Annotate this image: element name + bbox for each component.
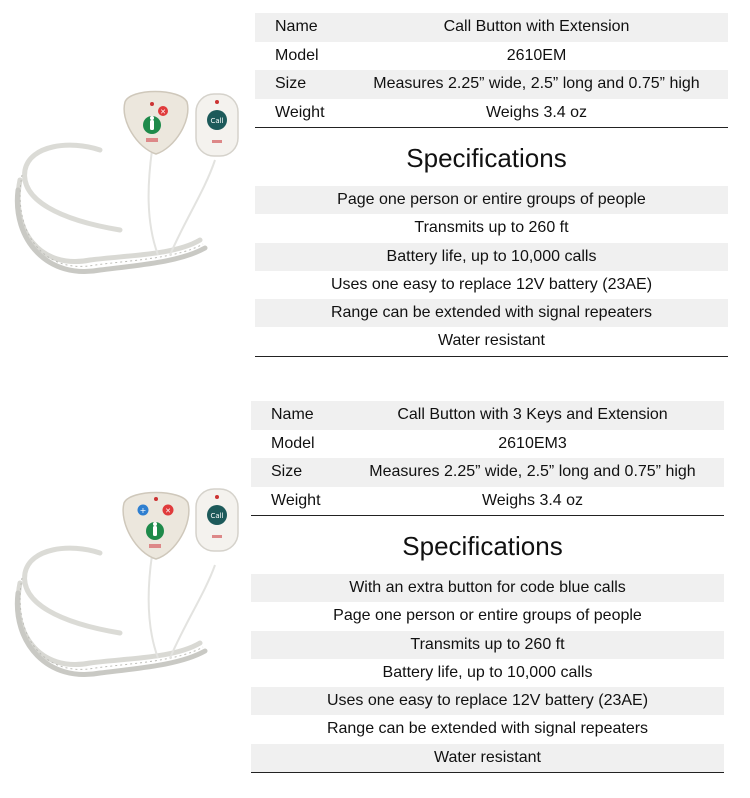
row-key: Weight [251,487,341,516]
svg-text:+: + [139,506,147,515]
list-item: Water resistant [251,744,724,772]
row-value: Call Button with 3 Keys and Extension [397,406,668,424]
list-item: Page one person or entire groups of people [255,186,728,214]
table-row-name [255,13,728,42]
svg-text:✕: ✕ [165,507,171,515]
row-key: Size [275,75,307,93]
row-value: Weighs 3.4 oz [341,487,724,516]
list-item: Range can be extended with signal repeaters [326,720,649,738]
list-item: With an extra button for code blue calls [251,574,724,602]
table-row-name [251,401,724,430]
row-value: Call Button with Extension [443,18,630,36]
list-item: Page one person or entire groups of people [333,607,642,625]
list-item: Uses one easy to replace 12V battery (23AE) [251,687,724,715]
table-row-weight [251,487,724,516]
row-key: Name [271,406,314,424]
list-item: Transmits up to 260 ft [414,219,569,237]
list-item: Transmits up to 260 ft [251,631,724,659]
product-info-table [255,13,728,128]
table-row-size [255,70,728,99]
row-value: Measures 2.25” wide, 2.5” long and 0.75” high [373,75,700,93]
row-value: Weighs 3.4 oz [345,99,728,128]
specifications-heading: Specifications [402,531,563,561]
row-key: Name [275,18,318,36]
list-item: Uses one easy to replace 12V battery (23AE) [330,275,653,293]
call-button-device-image [0,80,250,300]
row-key: Size [271,463,303,481]
row-key: Weight [255,99,345,128]
list-item: Battery life, up to 10,000 calls [255,243,728,271]
table-row-model [255,42,728,71]
device-call-label: Call [210,117,224,125]
svg-text:✕: ✕ [160,108,166,116]
row-value: 2610EM3 [498,434,567,452]
row-value: Measures 2.25” wide, 2.5” long and 0.75” high [369,463,696,481]
row-value: 2610EM [506,46,567,64]
call-button-3-keys-device-image [0,483,250,703]
device-call-label: Call [210,512,224,520]
table-row-weight [255,99,728,128]
feature-list [255,186,728,357]
product-info-table [251,401,724,516]
list-item: Range can be extended with signal repeaters [255,299,728,327]
row-key: Model [275,46,319,64]
feature-list [251,574,724,773]
list-item: Water resistant [438,332,545,350]
specifications-heading: Specifications [406,143,567,173]
table-row-model [251,430,724,459]
row-key: Model [271,434,315,452]
list-item: Battery life, up to 10,000 calls [382,663,593,681]
table-row-size [251,458,724,487]
